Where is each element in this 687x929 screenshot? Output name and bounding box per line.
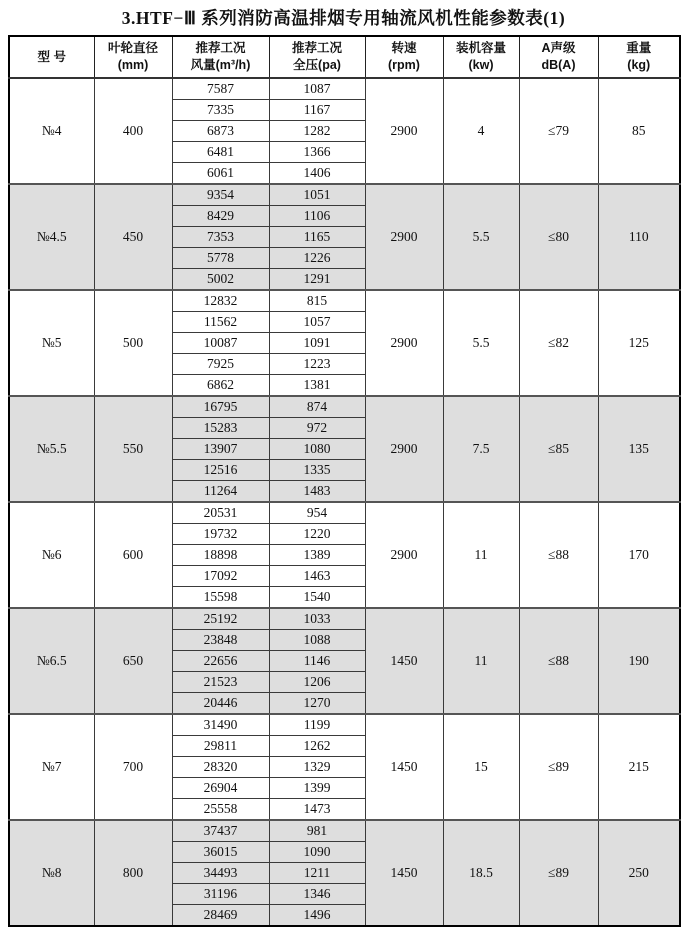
model-cell: №7	[9, 714, 94, 820]
diameter-cell: 700	[94, 714, 172, 820]
flow-cell: 22656	[172, 651, 269, 672]
weight-cell: 135	[598, 396, 680, 502]
table-header-row	[9, 36, 680, 78]
flow-cell: 6873	[172, 121, 269, 142]
page-title: 3.HTF−Ⅲ 系列消防高温排烟专用轴流风机性能参数表(1)	[121, 8, 566, 28]
flow-cell: 26904	[172, 778, 269, 799]
rpm-cell: 1450	[365, 820, 443, 926]
flow-cell: 10087	[172, 333, 269, 354]
flow-cell: 11264	[172, 481, 269, 503]
pressure-cell: 1270	[269, 693, 365, 715]
header-cell	[9, 36, 94, 78]
flow-cell: 7353	[172, 227, 269, 248]
header-line1: 推荐工况	[195, 41, 246, 56]
pressure-cell: 1473	[269, 799, 365, 821]
header-line2: dB(A)	[541, 58, 576, 72]
table-row	[9, 714, 680, 736]
flow-cell: 7925	[172, 354, 269, 375]
pressure-cell: 1091	[269, 333, 365, 354]
capacity-cell: 7.5	[443, 396, 519, 502]
diameter-cell: 800	[94, 820, 172, 926]
model-group	[9, 714, 680, 820]
pressure-cell: 954	[269, 502, 365, 524]
header-line1: 推荐工况	[291, 41, 342, 56]
capacity-cell: 11	[443, 502, 519, 608]
rpm-cell: 1450	[365, 714, 443, 820]
flow-cell: 20531	[172, 502, 269, 524]
pressure-cell: 1291	[269, 269, 365, 291]
weight-cell: 250	[598, 820, 680, 926]
header-line1: 重量	[626, 41, 652, 56]
pressure-cell: 1088	[269, 630, 365, 651]
flow-cell: 31490	[172, 714, 269, 736]
pressure-cell: 1483	[269, 481, 365, 503]
flow-cell: 25192	[172, 608, 269, 630]
flow-cell: 6481	[172, 142, 269, 163]
pressure-cell: 874	[269, 396, 365, 418]
capacity-cell: 18.5	[443, 820, 519, 926]
flow-cell: 13907	[172, 439, 269, 460]
model-group	[9, 396, 680, 502]
header-line2: 风量(m³/h)	[190, 58, 251, 72]
pressure-cell: 1220	[269, 524, 365, 545]
model-cell: №5.5	[9, 396, 94, 502]
weight-cell: 110	[598, 184, 680, 290]
model-group	[9, 78, 680, 184]
noise-cell: ≤89	[519, 820, 598, 926]
diameter-cell: 450	[94, 184, 172, 290]
pressure-cell: 1399	[269, 778, 365, 799]
header-line2: 全压(pa)	[293, 58, 341, 72]
flow-cell: 18898	[172, 545, 269, 566]
noise-cell: ≤88	[519, 608, 598, 714]
table-row	[9, 184, 680, 206]
model-group	[9, 820, 680, 926]
rpm-cell: 2900	[365, 290, 443, 396]
header-cell	[519, 36, 598, 78]
pressure-cell: 1211	[269, 863, 365, 884]
pressure-cell: 1262	[269, 736, 365, 757]
capacity-cell: 11	[443, 608, 519, 714]
pressure-cell: 815	[269, 290, 365, 312]
flow-cell: 21523	[172, 672, 269, 693]
flow-cell: 8429	[172, 206, 269, 227]
pressure-cell: 1051	[269, 184, 365, 206]
pressure-cell: 1080	[269, 439, 365, 460]
header-line2: (kg)	[627, 58, 651, 72]
header-line1: A声级	[541, 41, 576, 56]
flow-cell: 11562	[172, 312, 269, 333]
noise-cell: ≤82	[519, 290, 598, 396]
pressure-cell: 1406	[269, 163, 365, 185]
pressure-cell: 1057	[269, 312, 365, 333]
model-cell: №6	[9, 502, 94, 608]
flow-cell: 29811	[172, 736, 269, 757]
table-row	[9, 396, 680, 418]
table-row	[9, 78, 680, 100]
pressure-cell: 1282	[269, 121, 365, 142]
flow-cell: 28320	[172, 757, 269, 778]
flow-cell: 6862	[172, 375, 269, 397]
noise-cell: ≤85	[519, 396, 598, 502]
pressure-cell: 1106	[269, 206, 365, 227]
capacity-cell: 15	[443, 714, 519, 820]
fan-performance-table	[8, 35, 681, 927]
pressure-cell: 1389	[269, 545, 365, 566]
header-line2: (rpm)	[388, 58, 420, 72]
model-cell: №6.5	[9, 608, 94, 714]
weight-cell: 215	[598, 714, 680, 820]
header-line2: (kw)	[468, 58, 494, 72]
model-cell: №8	[9, 820, 94, 926]
header-cell	[94, 36, 172, 78]
table-header-row	[9, 36, 680, 78]
pressure-cell: 1167	[269, 100, 365, 121]
capacity-cell: 4	[443, 78, 519, 184]
weight-cell: 190	[598, 608, 680, 714]
capacity-cell: 5.5	[443, 290, 519, 396]
flow-cell: 15598	[172, 587, 269, 609]
diameter-cell: 500	[94, 290, 172, 396]
model-group	[9, 184, 680, 290]
pressure-cell: 1346	[269, 884, 365, 905]
model-group	[9, 502, 680, 608]
pressure-cell: 1223	[269, 354, 365, 375]
model-cell: №4	[9, 78, 94, 184]
header-cell	[269, 36, 365, 78]
flow-cell: 16795	[172, 396, 269, 418]
pressure-cell: 1087	[269, 78, 365, 100]
flow-cell: 23848	[172, 630, 269, 651]
weight-cell: 85	[598, 78, 680, 184]
flow-cell: 37437	[172, 820, 269, 842]
table-row	[9, 502, 680, 524]
pressure-cell: 981	[269, 820, 365, 842]
pressure-cell: 1463	[269, 566, 365, 587]
pressure-cell: 1165	[269, 227, 365, 248]
noise-cell: ≤88	[519, 502, 598, 608]
flow-cell: 28469	[172, 905, 269, 927]
pressure-cell: 972	[269, 418, 365, 439]
flow-cell: 20446	[172, 693, 269, 715]
flow-cell: 15283	[172, 418, 269, 439]
model-group	[9, 290, 680, 396]
diameter-cell: 400	[94, 78, 172, 184]
pressure-cell: 1366	[269, 142, 365, 163]
header-line1: 装机容量	[455, 41, 506, 56]
pressure-cell: 1199	[269, 714, 365, 736]
flow-cell: 12516	[172, 460, 269, 481]
pressure-cell: 1226	[269, 248, 365, 269]
table-row	[9, 608, 680, 630]
weight-cell: 125	[598, 290, 680, 396]
pressure-cell: 1033	[269, 608, 365, 630]
pressure-cell: 1206	[269, 672, 365, 693]
flow-cell: 12832	[172, 290, 269, 312]
header-cell	[598, 36, 680, 78]
header-line1: 转速	[391, 41, 417, 56]
capacity-cell: 5.5	[443, 184, 519, 290]
flow-cell: 36015	[172, 842, 269, 863]
model-group	[9, 608, 680, 714]
pressure-cell: 1090	[269, 842, 365, 863]
flow-cell: 6061	[172, 163, 269, 185]
weight-cell: 170	[598, 502, 680, 608]
table-row	[9, 820, 680, 842]
flow-cell: 34493	[172, 863, 269, 884]
flow-cell: 31196	[172, 884, 269, 905]
noise-cell: ≤80	[519, 184, 598, 290]
rpm-cell: 2900	[365, 78, 443, 184]
diameter-cell: 550	[94, 396, 172, 502]
flow-cell: 7587	[172, 78, 269, 100]
table-row	[9, 290, 680, 312]
flow-cell: 9354	[172, 184, 269, 206]
rpm-cell: 2900	[365, 396, 443, 502]
flow-cell: 7335	[172, 100, 269, 121]
header-cell	[365, 36, 443, 78]
header-line1: 型 号	[37, 49, 66, 64]
flow-cell: 5002	[172, 269, 269, 291]
flow-cell: 5778	[172, 248, 269, 269]
pressure-cell: 1540	[269, 587, 365, 609]
header-line1: 叶轮直径	[107, 41, 158, 56]
header-line2: (mm)	[117, 58, 149, 72]
model-cell: №4.5	[9, 184, 94, 290]
flow-cell: 19732	[172, 524, 269, 545]
rpm-cell: 1450	[365, 608, 443, 714]
pressure-cell: 1381	[269, 375, 365, 397]
pressure-cell: 1329	[269, 757, 365, 778]
diameter-cell: 650	[94, 608, 172, 714]
rpm-cell: 2900	[365, 184, 443, 290]
diameter-cell: 600	[94, 502, 172, 608]
noise-cell: ≤89	[519, 714, 598, 820]
pressure-cell: 1496	[269, 905, 365, 927]
pressure-cell: 1335	[269, 460, 365, 481]
header-cell	[172, 36, 269, 78]
rpm-cell: 2900	[365, 502, 443, 608]
flow-cell: 25558	[172, 799, 269, 821]
header-cell	[443, 36, 519, 78]
flow-cell: 17092	[172, 566, 269, 587]
model-cell: №5	[9, 290, 94, 396]
noise-cell: ≤79	[519, 78, 598, 184]
pressure-cell: 1146	[269, 651, 365, 672]
